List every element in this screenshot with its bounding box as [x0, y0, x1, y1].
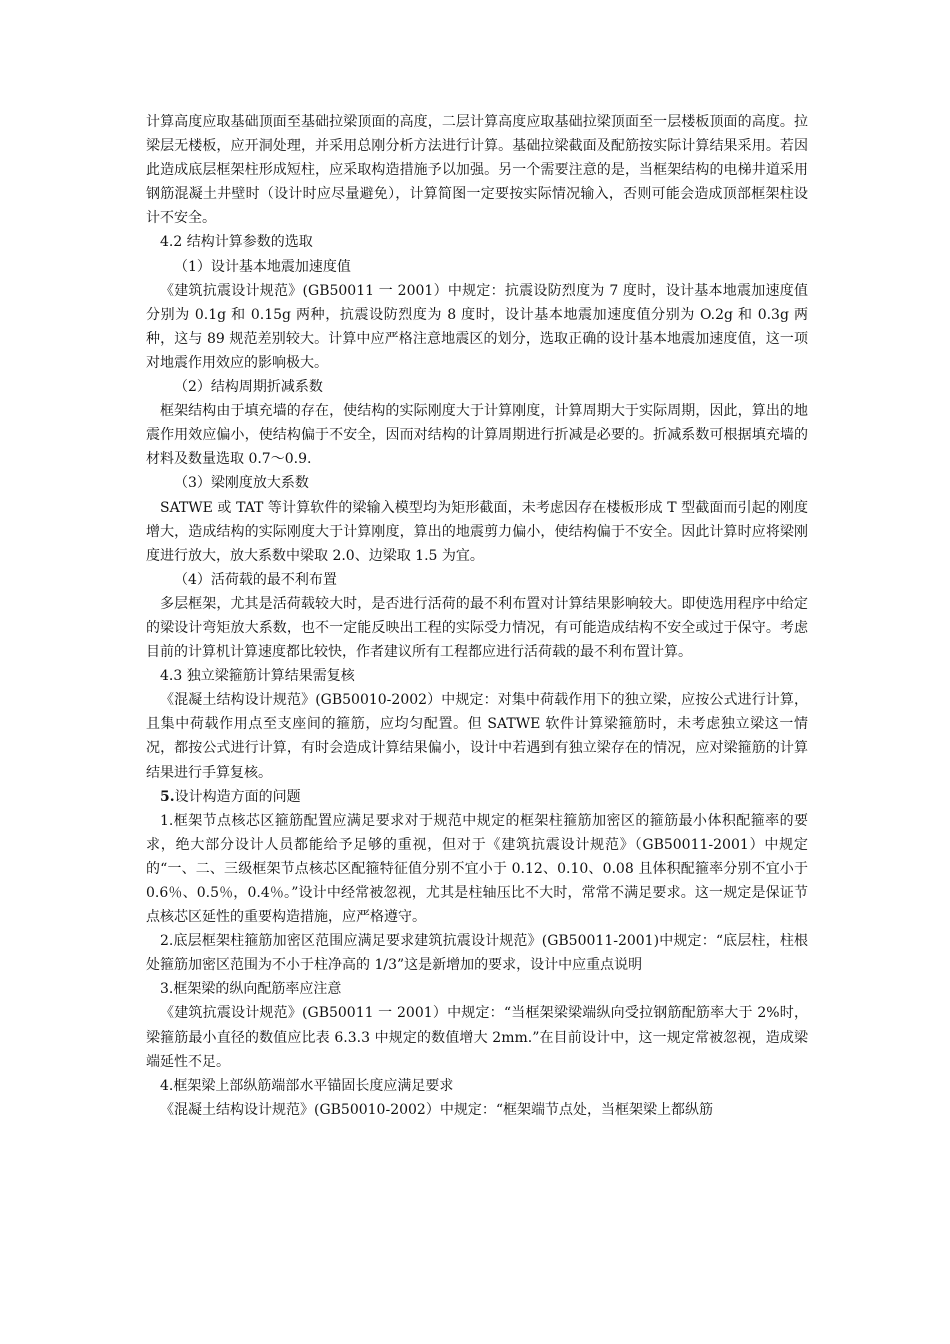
paragraph-joint-core: 1.框架节点核芯区箍筋配置应满足要求对于规范中规定的框架柱箍筋加密区的箍筋最小体积配箍率的要求，绝大部分设计人员都能给予足够的重视，但对于《建筑抗震设计规范》（GB50011-2001）中规定的“一、二、三级框架节点核芯区配箍特征值分别不宜小于 0.12、0.10、0.08 且体积配箍率分别不宜小于 0.6％、0.5％，0.4％。”设计中经常被忽视，尤其是柱轴压比不大时，常常不满足要求。这一规定是保证节点核芯区延性的重要构造措施，应严格遵守。: [146, 812, 808, 926]
paragraph-period-reduction: 框架结构由于填充墙的存在，使结构的实际刚度大于计算刚度，计算周期大于实际周期，因此，算出的地震作用效应偏小，使结构偏于不安全，因而对结构的计算周期进行折减是必要的。折减系数可根据填充墙的材料及数量选取 0.7～0.9.: [146, 403, 808, 468]
subheading-anchorage: 4.框架梁上部纵筋端部水平锚固长度应满足要求: [160, 1077, 454, 1094]
subheading-beam-reinforcement: 3.框架梁的纵向配筋率应注意: [160, 981, 342, 998]
paragraph-column-confinement: 2.底层框架柱箍筋加密区范围应满足要求建筑抗震设计规范》(GB50011-2001)中规定：“底层柱，柱根处箍筋加密区范围为不小于柱净高的 1/3”这是新增加的要求，设计中应重点说明: [146, 933, 808, 974]
section-title-5: 设计构造方面的问题: [174, 788, 301, 805]
section-heading-4-2: 4.2 结构计算参数的选取: [160, 234, 313, 251]
subheading-3: （3）梁刚度放大系数: [174, 475, 309, 492]
paragraph-calc-height: 计算高度应取基础顶面至基础拉梁顶面的高度，二层计算高度应取基础拉梁顶面至一层楼板顶面的高度。拉梁层无楼板，应开洞处理，并采用总刚分析方法进行计算。基础拉梁截面及配筋按实际计算结果采用。若因此造成底层框架柱形成短柱，应采取构造措施予以加强。另一个需要注意的是，当框架结构的电梯井道采用钢筋混凝土井壁时（设计时应尽量避免），计算简图一定要按实际情况输入，否则可能会造成顶部框架柱设计不安全。: [146, 114, 808, 227]
section-heading-4-3: 4.3 独立梁箍筋计算结果需复核: [160, 668, 355, 685]
section-heading-5: [146, 785, 808, 809]
subheading-2: （2）结构周期折减系数: [174, 379, 323, 396]
subheading-1: （1）设计基本地震加速度值: [174, 258, 351, 275]
paragraph-seismic-acceleration: 《建筑抗震设计规范》(GB50011 一 2001）中规定：抗震设防烈度为 7 度时，设计基本地震加速度值分别为 0.1g 和 0.15g 两种，抗震设防烈度为 8 度时，设计基本地震加速度值分别为 O.2g 和 0.3g 两种，这与 89 规范差别较大。计算中应严格注意地震区的划分，选取正确的设计基本地震加速度值，这一项对地震作用效应的影响极大。: [146, 282, 808, 371]
document-page: [146, 110, 808, 1122]
paragraph-beam-reinforcement-ratio: 《建筑抗震设计规范》(GB50011 一 2001）中规定：“当框架梁梁端纵向受拉钢筋配筋率大于 2%时，梁箍筋最小直径的数值应比表 6.3.3 中规定的数值增大 2mm.”在目前设计中，这一规定常被忽视，造成梁端延性不足。: [146, 1005, 808, 1070]
paragraph-anchorage: 《混凝土结构设计规范》(GB50010-2002）中规定：“框架端节点处，当框架梁上都纵筋: [160, 1101, 713, 1118]
section-number-5: 5.: [160, 788, 175, 805]
paragraph-live-load: 多层框架，尤其是活荷载较大时，是否进行活荷的最不利布置对计算结果影响较大。即使选用程序中给定的梁设计弯矩放大系数，也不一定能反映出工程的实际受力情况，有可能造成结构不安全或过于保守。考虑目前的计算机计算速度都比较快，作者建议所有工程都应进行活荷载的最不利布置计算。: [146, 595, 808, 661]
subheading-4: （4）活荷载的最不利布置: [174, 571, 337, 588]
paragraph-independent-beam: 《混凝土结构设计规范》(GB50010-2002）中规定：对集中荷载作用下的独立梁，应按公式进行计算，且集中荷载作用点至支座间的箍筋，应均匀配置。但 SATWE 软件计算梁箍筋时，未考虑独立梁这一情况，都按公式进行计算，有时会造成计算结果偏小，设计中若遇到有独立梁存在的情况，应对梁箍筋的计算结果进行手算复核。: [146, 692, 808, 781]
paragraph-beam-stiffness: SATWE 或 TAT 等计算软件的梁输入模型均为矩形截面，未考虑因存在楼板形成 T 型截面而引起的刚度增大，造成结构的实际刚度大于计算刚度，算出的地震剪力偏小，使结构偏于不安全。因此计算时应将梁刚度进行放大，放大系数中梁取 2.0、边梁取 1.5 为宜。: [146, 499, 808, 564]
